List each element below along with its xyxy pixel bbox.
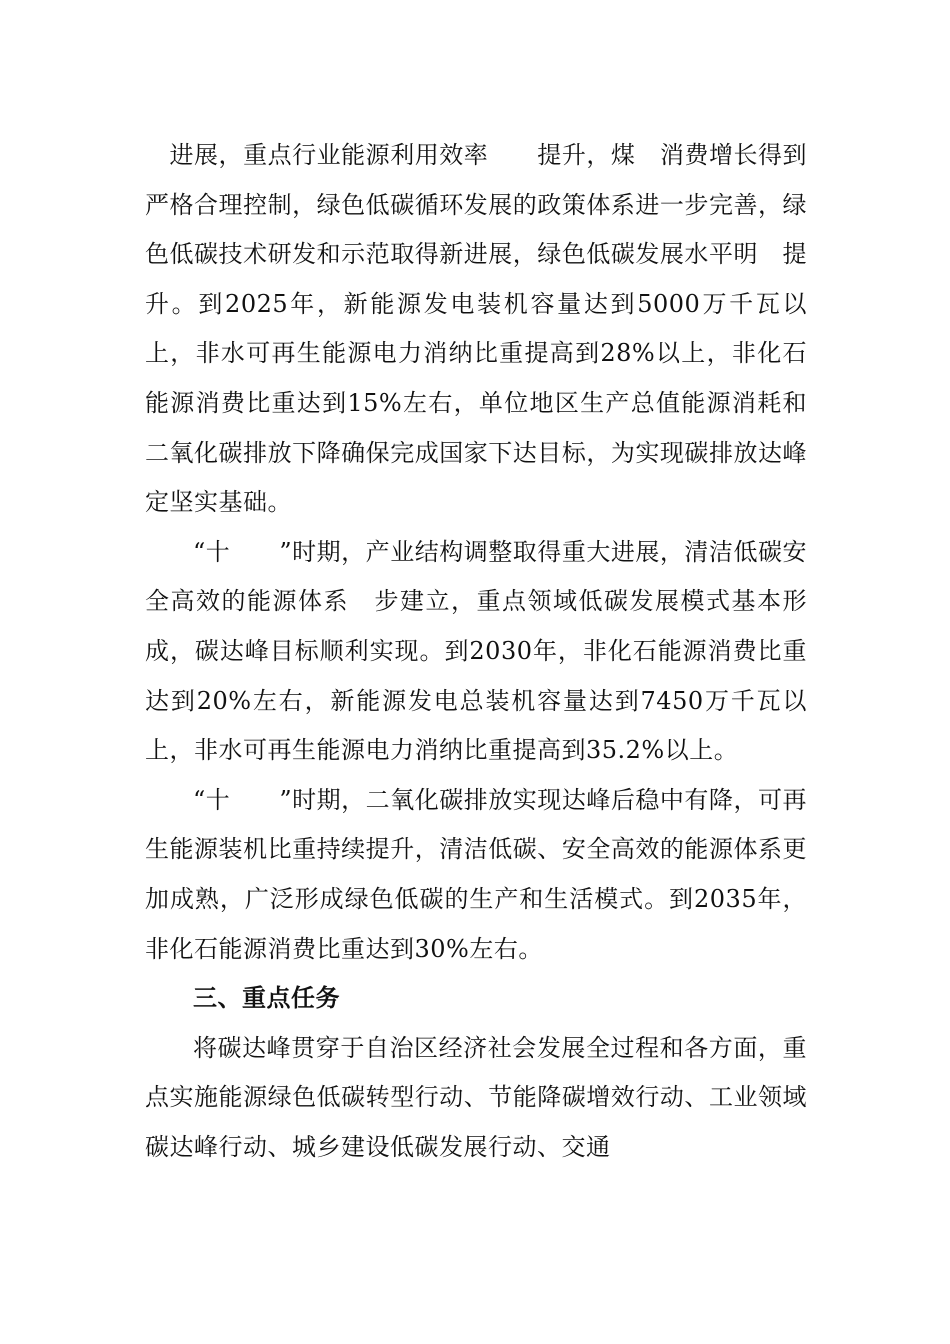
paragraph-key-tasks: 将碳达峰贯穿于自治区经济社会发展全过程和各方面，重点实施能源绿色低碳转型行动、节能降碳增效行动、工业领域碳达峰行动、城乡建设低碳发展行动、交通: [145, 1033, 807, 1161]
paragraph-targets-2030: “十 ”时期，产业结构调整取得重大进展，清洁低碳安全高效的能源体系 步建立，重点领域低碳发展模式基本形成，碳达峰目标顺利实现。到2030年，非化石能源消费比重达到20%左右，新能源发电总装机容量达到7450万千瓦以上，非水可再生能源电力消纳比重提高到35.2%以上。: [145, 537, 807, 765]
paragraph-targets-2035: “十 ”时期，二氧化碳排放实现达峰后稳中有降，可再生能源装机比重持续提升，清洁低碳、安全高效的能源体系更加成熟，广泛形成绿色低碳的生产和生活模式。到2035年，非化石能源消费比重达到30%左右。: [145, 785, 807, 963]
document-body: [145, 131, 832, 1172]
paragraph-targets-2025: 进展，重点行业能源利用效率 提升，煤 消费增长得到严格合理控制，绿色低碳循环发展的政策体系进一步完善，绿色低碳技术研发和示范取得新进展，绿色低碳发展水平明 提升。到2025年，新能源发电装机容量达到5000万千瓦以上，非水可再生能源电力消纳比重提高到28%以上，非化石能源消费比重达到15%左右，单位地区生产总值能源消耗和二氧化碳排放下降确保完成国家下达目标，为实现碳排放达峰 定坚实基础。: [145, 141, 832, 517]
section-heading: 三、重点任务: [193, 984, 340, 1013]
